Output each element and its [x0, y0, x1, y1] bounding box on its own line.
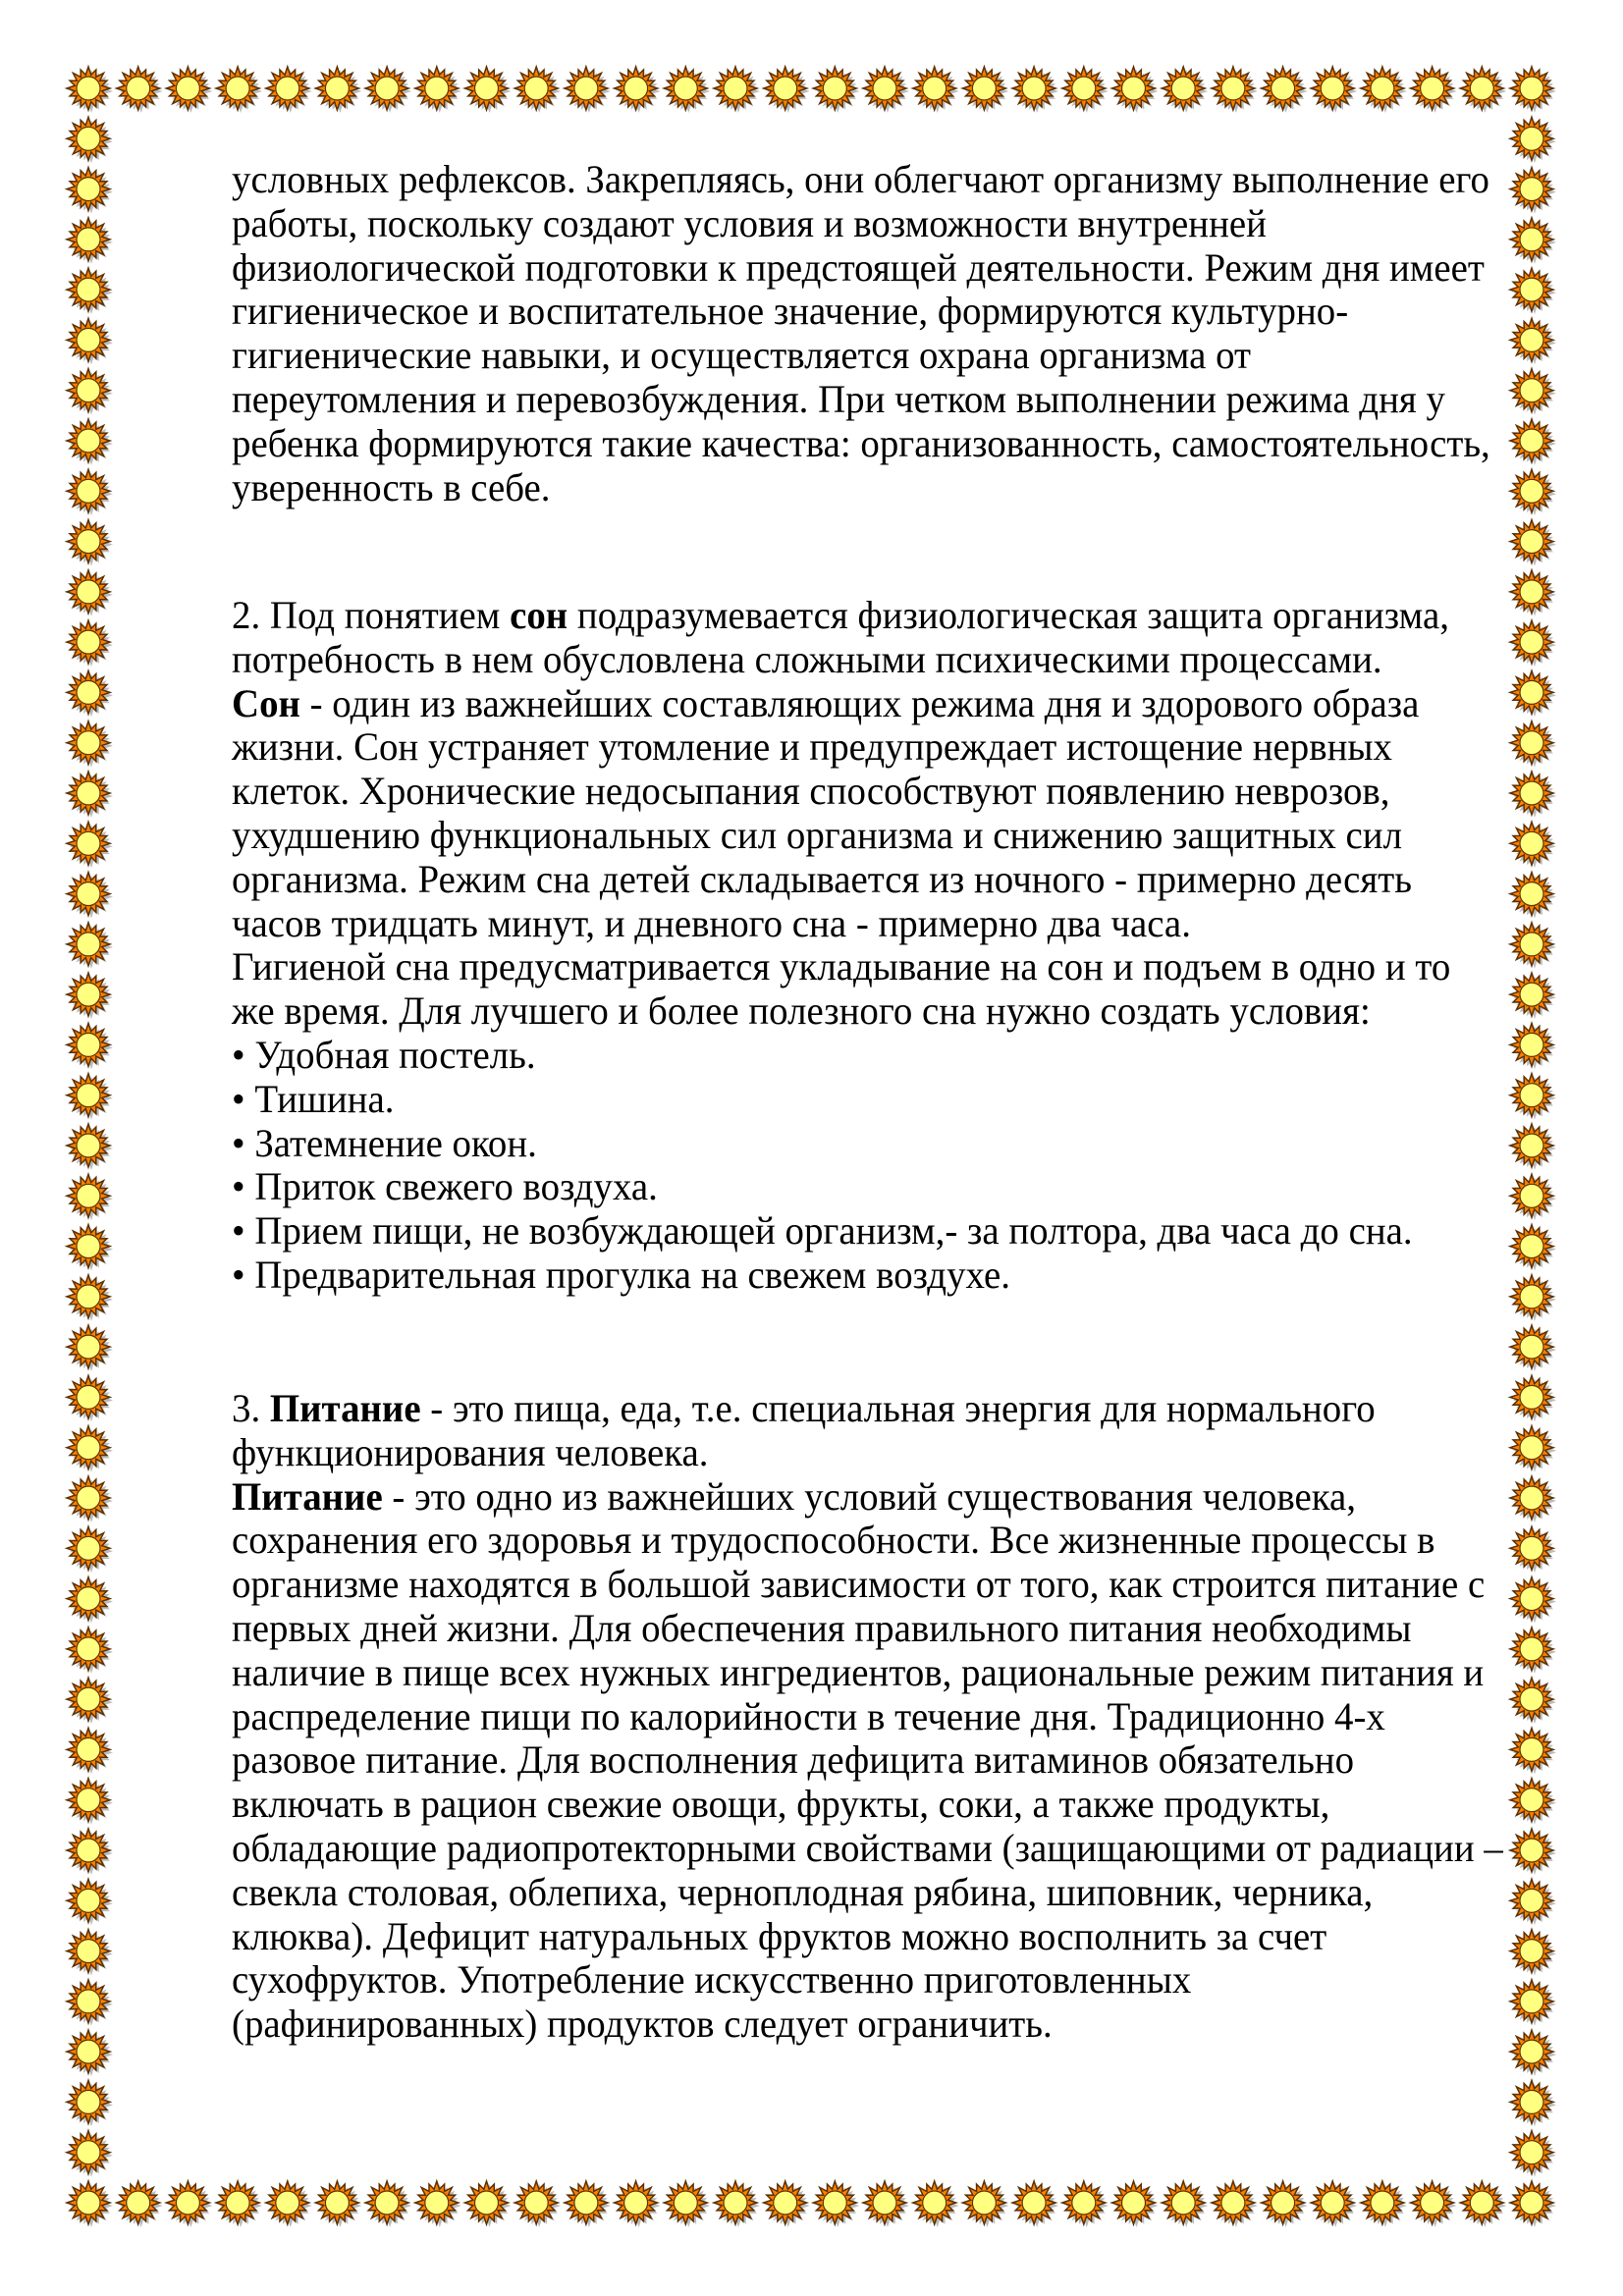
- text-line: [232, 682, 1419, 725]
- text-line: [232, 1958, 1191, 2002]
- sun-icon: [1510, 923, 1556, 969]
- text-line: [232, 1254, 1010, 1297]
- text-line: [232, 638, 1382, 681]
- text-run: (рафинированных) продуктов следует ограничить.: [232, 2002, 1053, 2047]
- sun-icon: [67, 1074, 113, 1120]
- sun-icon: [67, 721, 113, 768]
- text-line: [232, 770, 1389, 813]
- sun-icon: [1510, 520, 1556, 566]
- sun-icon: [67, 1980, 113, 2026]
- sun-icon: [67, 1577, 113, 1624]
- sun-icon: [1510, 1476, 1556, 1522]
- sun-icon: [1510, 2030, 1556, 2076]
- sun-icon: [67, 1930, 113, 1976]
- text-run: включать в рацион свежие овощи, фрукты, соки, а также продукты,: [232, 1782, 1330, 1827]
- text-run: переутомления и перевозбуждения. При четком выполнении режима дня у: [232, 377, 1445, 421]
- text-run: • Предварительная прогулка на свежем воздухе.: [232, 1253, 1010, 1297]
- text-line: [232, 858, 1412, 901]
- sun-icon: [67, 772, 113, 818]
- sun-icon: [1510, 117, 1556, 163]
- text-line: [232, 1165, 658, 1208]
- sun-icon: [67, 218, 113, 264]
- sun-icon: [67, 168, 113, 214]
- text-line: [232, 1607, 1411, 1650]
- sun-icon: [1510, 1074, 1556, 1120]
- sun-icon: [1510, 1829, 1556, 1875]
- text-run: организма. Режим сна детей складывается из ночного - примерно десять: [232, 856, 1412, 901]
- text-run: • Тишина.: [232, 1076, 395, 1121]
- text-run: сухофруктов. Употребление искусственно приготовленных: [232, 1957, 1192, 2002]
- text-run: работы, поскольку создают условия и возможности внутренней: [232, 200, 1267, 245]
- sun-icon: [67, 419, 113, 465]
- sun-icon: [1510, 1325, 1556, 1371]
- sun-icon: [67, 1829, 113, 1875]
- text-line: [232, 466, 551, 509]
- text-run: организме находятся в большой зависимости от того, как строится питание с: [232, 1562, 1486, 1607]
- sun-icon: [1510, 772, 1556, 818]
- sun-icon: [1510, 973, 1556, 1019]
- text-run: 2. Под понятием: [232, 593, 511, 637]
- text-run: Гигиеной сна предусматривается укладывание на сон и подъем в одно и то: [232, 944, 1451, 989]
- sun-icon: [67, 2131, 113, 2177]
- sun-icon: [1510, 1930, 1556, 1976]
- sun-icon: [1510, 1174, 1556, 1220]
- text-line: [232, 1563, 1485, 1606]
- text-run: • Прием пищи, не возбуждающей организм,- за полтора, два часа до сна.: [232, 1208, 1413, 1254]
- text-run: ребенка формируются такие качества: организованность, самостоятельность,: [232, 420, 1490, 465]
- text-run: 3.: [232, 1386, 270, 1430]
- text-line: [232, 378, 1445, 421]
- bold-term: сон: [510, 593, 568, 637]
- text-line: [232, 334, 1251, 377]
- text-run: - один из важнейших составляющих режима дня и здорового образа: [299, 680, 1420, 725]
- text-line: [232, 1519, 1435, 1562]
- text-run: функционирования человека.: [232, 1429, 709, 1474]
- sun-icon: [1510, 2131, 1556, 2177]
- sun-icon: [1510, 369, 1556, 415]
- bold-term: Сон: [232, 680, 300, 725]
- sun-icon: [1510, 218, 1556, 264]
- text-run: уверенность в себе.: [232, 464, 551, 509]
- text-run: распределение пищи по калорийности в течение дня. Традиционно 4-х: [232, 1693, 1385, 1738]
- sun-icon: [1510, 469, 1556, 515]
- text-run: - это пища, еда, т.е. специальная энергия для нормального: [420, 1386, 1376, 1430]
- sun-icon: [67, 620, 113, 667]
- sun-icon: [67, 1325, 113, 1371]
- sun-icon: [1510, 419, 1556, 465]
- sun-icon: [67, 268, 113, 314]
- text-line: [232, 1871, 1373, 1914]
- sun-icon: [67, 1879, 113, 1925]
- sun-icon: [67, 822, 113, 868]
- sun-icon: [67, 520, 113, 566]
- sun-icon: [1510, 318, 1556, 364]
- sun-icon: [67, 570, 113, 616]
- sun-icon: [67, 318, 113, 364]
- text-line: [232, 1209, 1413, 1253]
- text-line: [232, 594, 1449, 637]
- sun-icon: [67, 973, 113, 1019]
- text-run: обладающие радиопротекторными свойствами (защищающими от радиации –: [232, 1826, 1503, 1870]
- text-line: [232, 1695, 1385, 1738]
- sun-icon: [166, 67, 212, 113]
- sun-icon: [1510, 268, 1556, 314]
- text-line: [232, 1475, 1356, 1519]
- sun-icon: [67, 1426, 113, 1472]
- sun-icon: [1510, 1124, 1556, 1170]
- sun-icon: [67, 1476, 113, 1522]
- sun-icon: [67, 1375, 113, 1421]
- sun-icon: [67, 1124, 113, 1170]
- sun-icon: [67, 369, 113, 415]
- text-line: [232, 814, 1402, 857]
- text-line: [232, 1034, 536, 1077]
- text-line: [232, 1122, 537, 1165]
- sun-icon: [1510, 1526, 1556, 1573]
- bold-term: Питание: [269, 1386, 421, 1430]
- sun-icon: [67, 1275, 113, 1321]
- text-line: [232, 1827, 1503, 1870]
- sun-icon: [166, 2181, 212, 2227]
- sun-icon: [1510, 1426, 1556, 1472]
- text-line: [232, 1651, 1484, 1694]
- sun-icon: [1510, 1275, 1556, 1321]
- sun-icon: [1510, 822, 1556, 868]
- text-line: [232, 1738, 1354, 1782]
- text-run: клюква). Дефицит натуральных фруктов можно восполнить за счет: [232, 1913, 1327, 1958]
- sun-icon: [67, 873, 113, 919]
- text-line: [232, 2002, 1053, 2046]
- sun-icon: [1510, 2080, 1556, 2126]
- sun-icon: [67, 1023, 113, 1069]
- sun-icon: [67, 1678, 113, 1724]
- text-run: наличие в пище всех нужных ингредиентов, рациональные режим питания и: [232, 1649, 1485, 1694]
- sun-icon: [1510, 1728, 1556, 1774]
- sun-icon: [1510, 67, 1556, 113]
- sun-icon: [67, 670, 113, 717]
- text-run: свекла столовая, облепиха, черноплодная рябина, шиповник, черника,: [232, 1869, 1374, 1914]
- text-run: часов тридцать минут, и дневного сна - примерно два часа.: [232, 900, 1191, 945]
- sun-icon: [67, 1728, 113, 1774]
- sun-icon: [67, 117, 113, 163]
- text-line: [232, 422, 1490, 465]
- sun-icon: [1510, 721, 1556, 768]
- sun-icon: [67, 2030, 113, 2076]
- text-line: [232, 1783, 1329, 1826]
- sun-icon: [1510, 1375, 1556, 1421]
- sun-icon: [67, 1779, 113, 1825]
- sun-icon: [1510, 873, 1556, 919]
- text-line: [232, 202, 1267, 245]
- text-run: сохранения его здоровья и трудоспособности. Все жизненные процессы в: [232, 1518, 1435, 1563]
- sun-icon: [1510, 620, 1556, 667]
- text-run: гигиеническое и воспитательное значение, формируются культурно-: [232, 289, 1349, 334]
- text-line: [232, 1915, 1326, 1958]
- sun-icon: [67, 923, 113, 969]
- text-line: [232, 246, 1485, 290]
- sun-icon: [1510, 670, 1556, 717]
- text-run: • Затемнение окон.: [232, 1120, 537, 1165]
- text-run: • Удобная постель.: [232, 1033, 536, 1077]
- text-line: [232, 902, 1191, 945]
- sun-icon: [67, 67, 113, 113]
- text-run: физиологической подготовки к предстоящей деятельности. Режим дня имеет: [232, 244, 1485, 290]
- sun-icon: [67, 1174, 113, 1220]
- text-line: [232, 1431, 708, 1474]
- text-run: подразумевается физиологическая защита организма,: [568, 593, 1449, 637]
- sun-icon: [67, 469, 113, 515]
- text-run: - это одно из важнейших условий существования человека,: [382, 1473, 1357, 1519]
- document-body: [232, 0, 1503, 2296]
- sun-icon: [67, 2080, 113, 2126]
- sun-icon: [1510, 1980, 1556, 2026]
- text-run: жизни. Сон устраняет утомление и предупреждает истощение нервных: [232, 724, 1392, 770]
- text-run: разовое питание. Для восполнения дефицита витаминов обязательно: [232, 1737, 1355, 1783]
- sun-icon: [117, 2181, 163, 2227]
- text-line: [232, 725, 1392, 769]
- text-line: [232, 290, 1348, 333]
- text-line: [232, 1078, 394, 1121]
- sun-icon: [1510, 1779, 1556, 1825]
- sun-icon: [1510, 1628, 1556, 1674]
- text-run: гигиенические навыки, и осуществляется охрана организма от: [232, 333, 1252, 378]
- sun-icon: [1510, 570, 1556, 616]
- text-run: первых дней жизни. Для обеспечения правильного питания необходимы: [232, 1606, 1412, 1650]
- text-line: [232, 158, 1489, 201]
- sun-icon: [1510, 1225, 1556, 1271]
- sun-icon: [1510, 1879, 1556, 1925]
- sun-icon: [67, 1526, 113, 1573]
- sun-icon: [1510, 1678, 1556, 1724]
- text-run: потребность в нем обусловлена сложными психическими процессами.: [232, 636, 1382, 681]
- text-run: ухудшению функциональных сил организма и снижению защитных сил: [232, 813, 1402, 857]
- text-run: же время. Для лучшего и более полезного сна нужно создать условия:: [232, 988, 1371, 1034]
- text-line: [232, 989, 1371, 1033]
- sun-icon: [1510, 2181, 1556, 2227]
- sun-icon: [1510, 168, 1556, 214]
- sun-icon: [67, 1225, 113, 1271]
- text-run: клеток. Хронические недосыпания способствуют появлению неврозов,: [232, 769, 1390, 814]
- sun-icon: [1510, 1577, 1556, 1624]
- sun-icon: [1510, 1023, 1556, 1069]
- text-run: • Приток свежего воздуха.: [232, 1164, 658, 1209]
- bold-term: Питание: [232, 1473, 383, 1519]
- sun-icon: [67, 1628, 113, 1674]
- text-run: условных рефлексов. Закрепляясь, они облегчают организму выполнение его: [232, 157, 1489, 201]
- sun-icon: [67, 2181, 113, 2227]
- sun-icon: [117, 67, 163, 113]
- text-line: [232, 1387, 1376, 1430]
- text-line: [232, 945, 1450, 988]
